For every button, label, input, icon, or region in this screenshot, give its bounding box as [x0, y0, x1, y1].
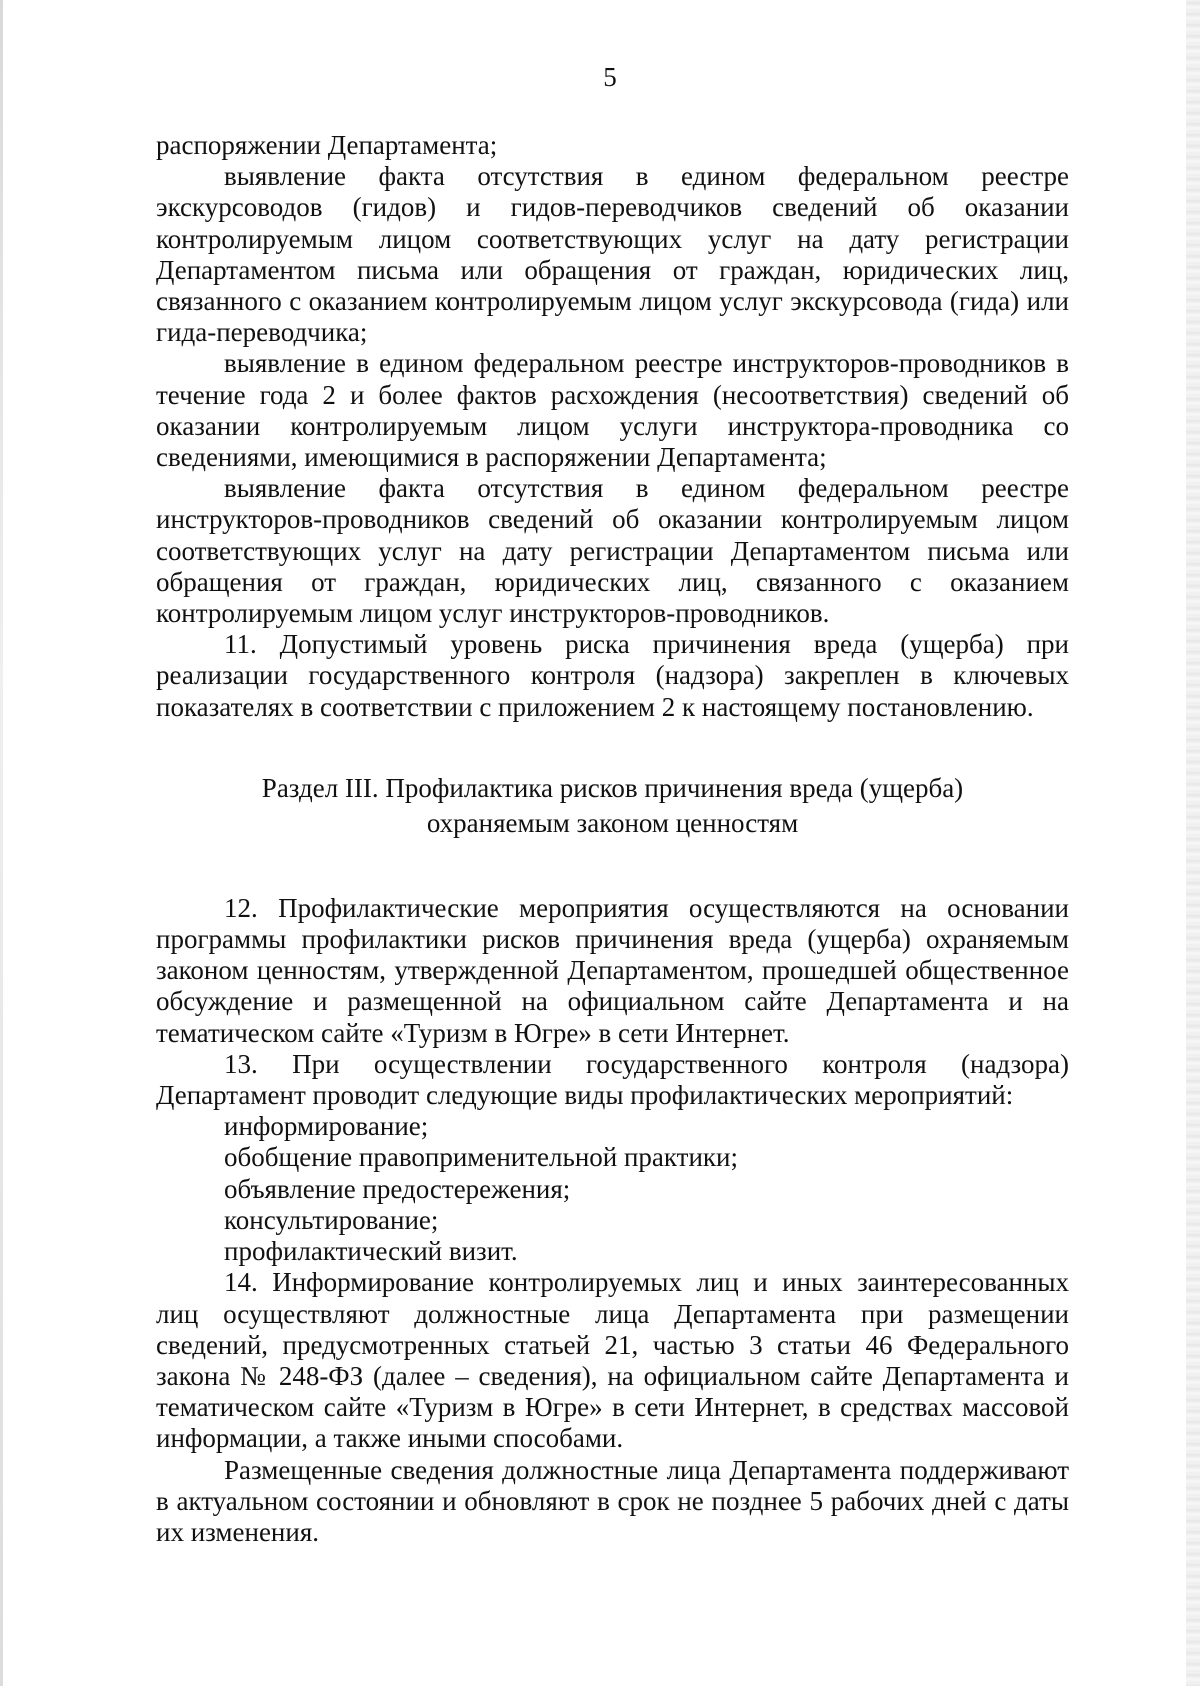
section-heading-line-2: охраняемым законом ценностям [426, 807, 799, 838]
paragraph-14: 14. Информирование контролируемых лиц и иных заинтересованных лиц осуществляют должностные лица Департамента при размещении сведений, предусмотренных статьей 21, частью 3 статьи 46 Федерального закона № 248-ФЗ (далее – сведения), на официальном сайте Департамента и тематическом сайте «Туризм в Югре» в сети Интернет, в средствах массовой информации, а также иными способами. [156, 1267, 1069, 1454]
section-heading-line-1: Раздел III. Профилактика рисков причинения вреда (ущерба) [261, 772, 964, 803]
document-body [156, 130, 1069, 1548]
section-heading [156, 771, 1069, 841]
paragraph-12: 12. Профилактические мероприятия осуществляются на основании программы профилактики рисков причинения вреда (ущерба) охраняемым законом ценностям, утвержденной Департаментом, прошедшей общественное обсуждение и размещенной на официальном сайте Департамента и на тематическом сайте «Туризм в Югре» в сети Интернет. [156, 892, 1069, 1048]
list-item: информирование; [224, 1111, 429, 1142]
list-item: консультирование; [224, 1204, 439, 1235]
list-item: профилактический визит. [224, 1236, 518, 1267]
paragraph-instructors-registry: выявление факта отсутствия в едином федеральном реестре инструкторов-проводников сведений об оказании контролируемым лицом соответствующих услуг на дату регистрации Департаментом письма или обращения от граждан, юридических лиц, связанного с оказанием контролируемым лицом услуг инструкторов-проводников. [156, 473, 1069, 629]
paragraph-13: 13. При осуществлении государственного контроля (надзора) Департамент проводит следующие виды профилактических мероприятий: [156, 1048, 1069, 1111]
paragraph-instructors-discrepancy: выявление в едином федеральном реестре инструкторов-проводников в течение года 2 и более фактов расхождения (несоответствия) сведений об оказании контролируемым лицом услуги инструктора-проводника со сведениями, имеющимися в распоряжении Департамента; [156, 348, 1069, 473]
paragraph-guides-registry: выявление факта отсутствия в едином федеральном реестре экскурсоводов (гидов) и гидов-переводчиков сведений об оказании контролируемым лицом соответствующих услуг на дату регистрации Департаментом письма или обращения от граждан, юридических лиц, связанного с оказанием контролируемым лицом услуг экскурсовода (гида) или гида-переводчика; [156, 161, 1069, 348]
measures-list [156, 1111, 1069, 1267]
paragraph-update-terms: Размещенные сведения должностные лица Департамента поддерживают в актуальном состоянии и обновляют в срок не позднее 5 рабочих дней с даты их изменения. [156, 1454, 1069, 1547]
paragraph-continuation: распоряжении Департамента; [156, 130, 498, 160]
scan-edge-right [1186, 0, 1200, 1686]
paragraph-11: 11. Допустимый уровень риска причинения вреда (ущерба) при реализации государственного контроля (надзора) закреплен в ключевых показателях в соответствии с приложением 2 к настоящему постановлению. [156, 629, 1069, 722]
list-item: объявление предостережения; [224, 1173, 571, 1204]
list-item: обобщение правоприменительной практики; [224, 1142, 738, 1173]
scan-edge-left [0, 0, 3, 1686]
page-number: 5 [603, 62, 617, 92]
